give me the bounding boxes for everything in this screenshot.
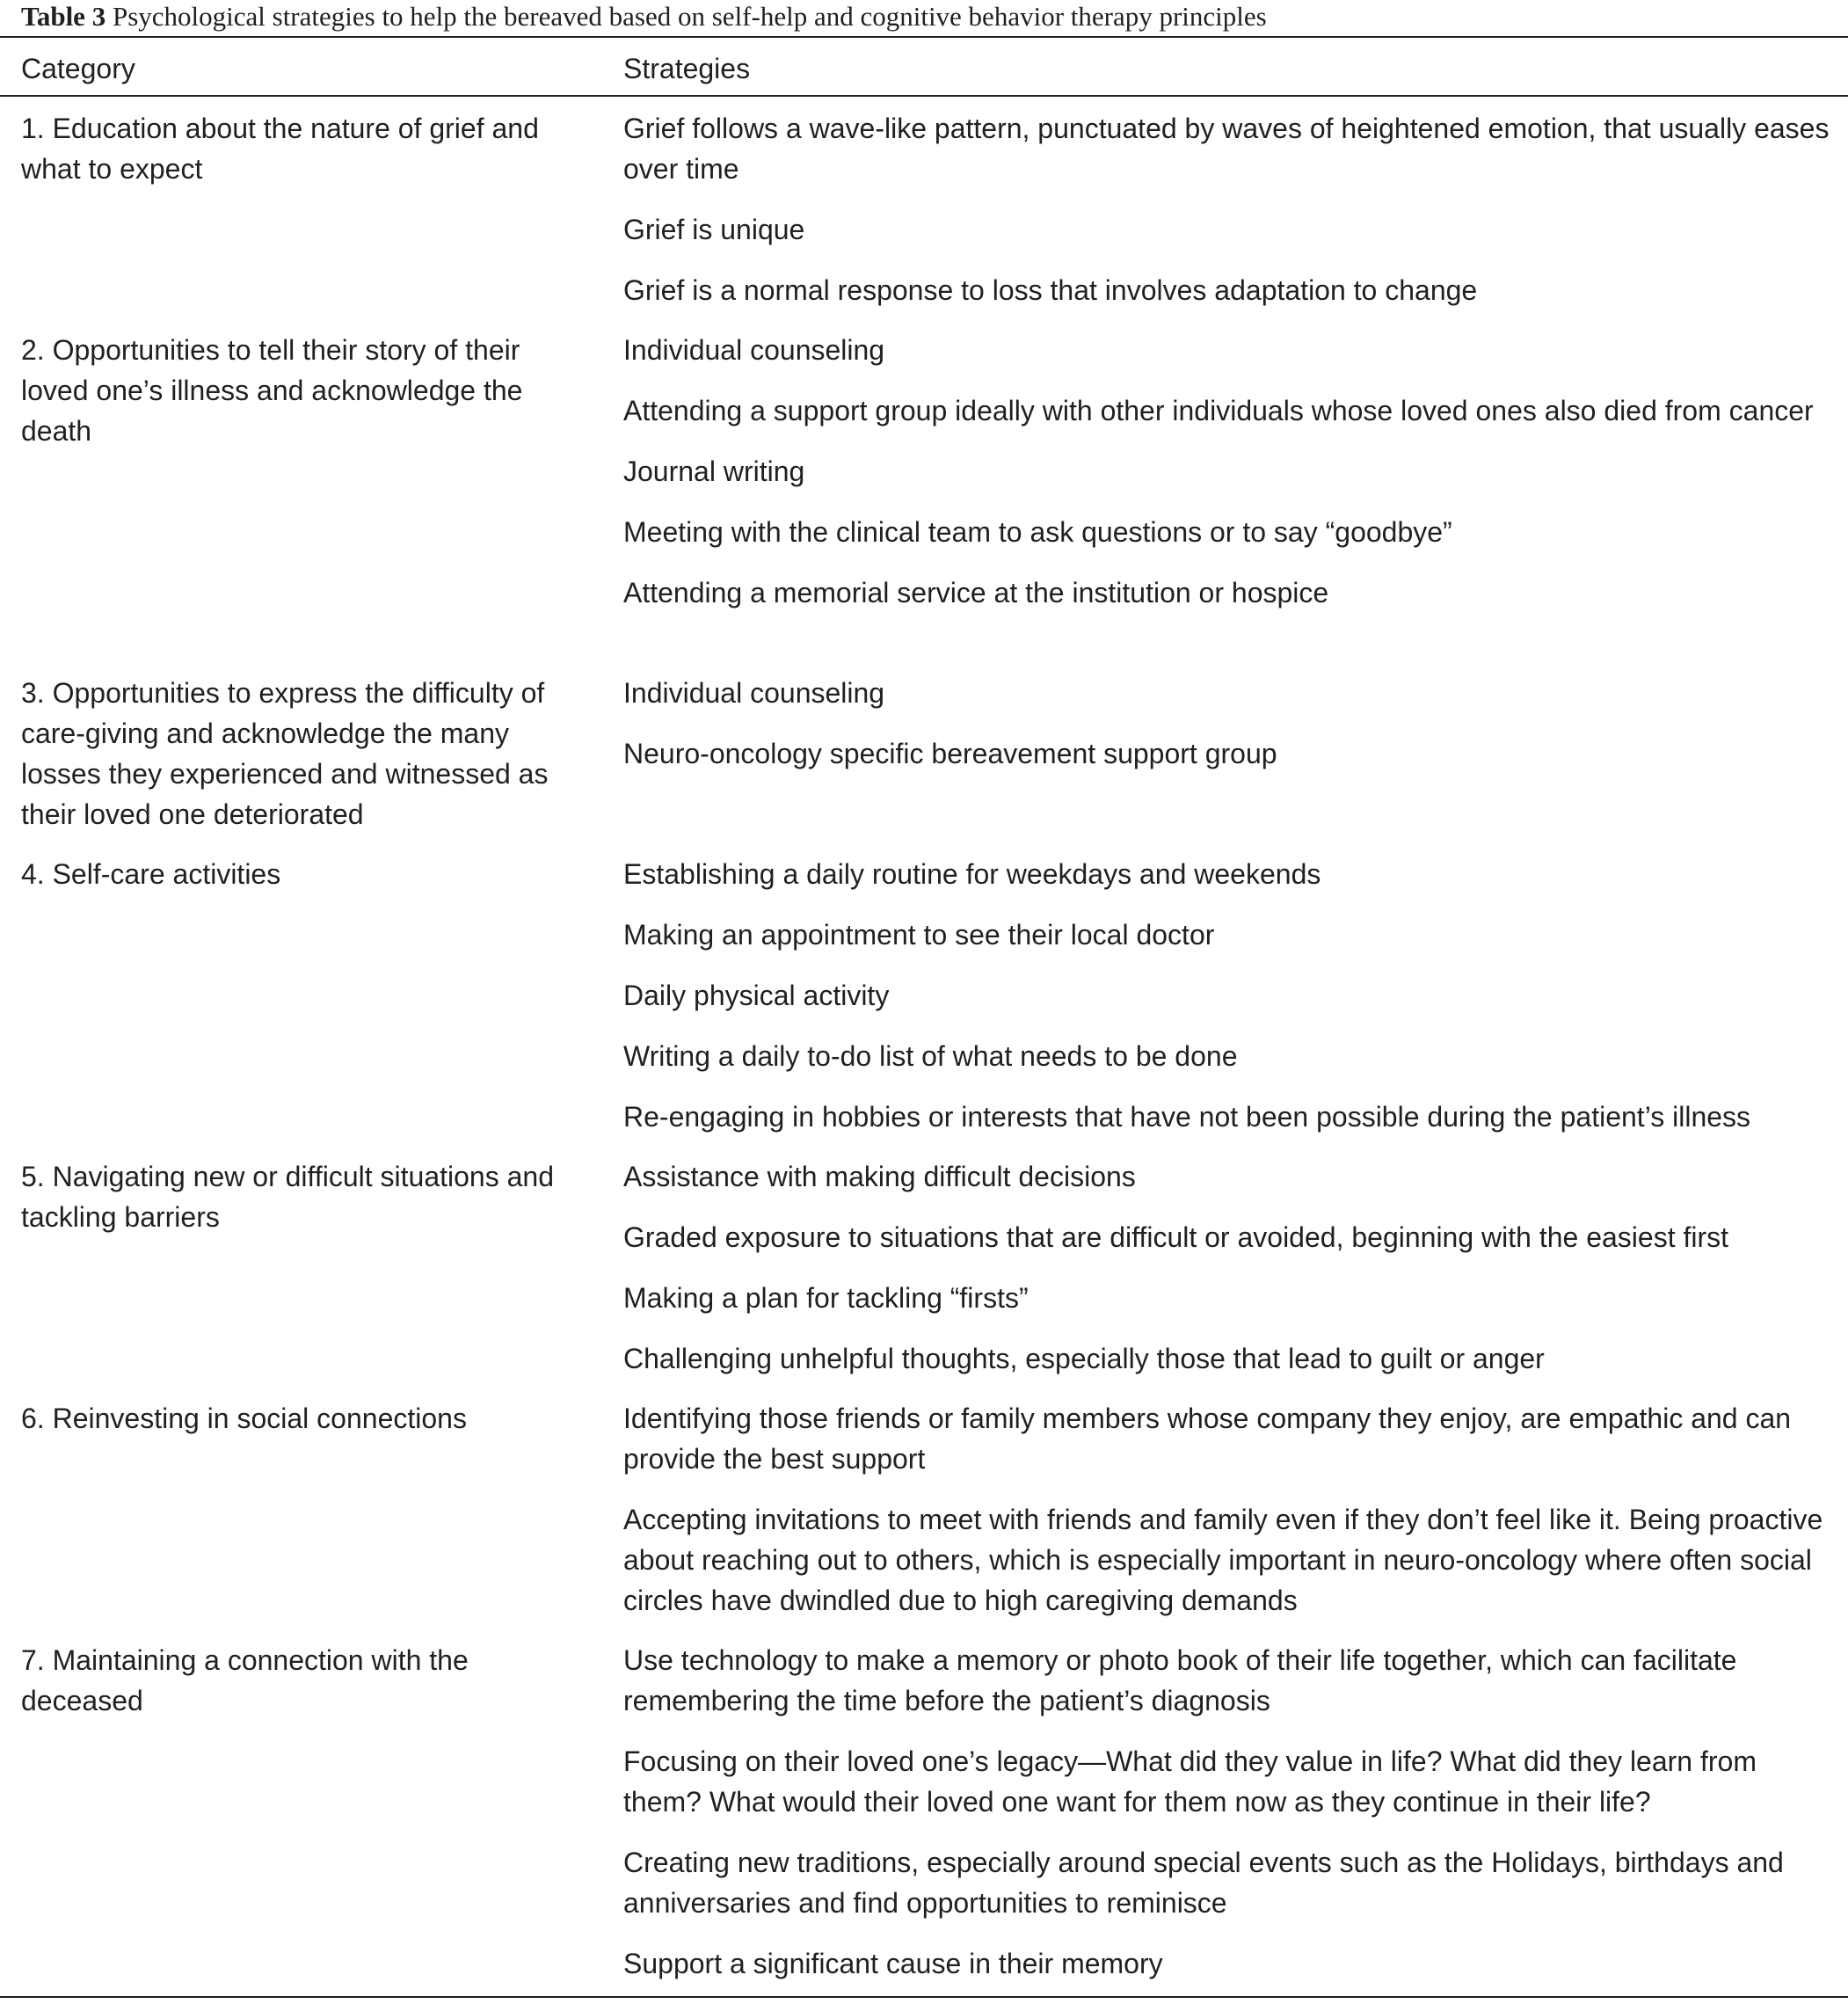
strategies-cell xyxy=(623,1640,1837,2004)
strategy-item: Creating new traditions, especially around special events such as the Holidays, birthdays and anniversaries and find opportunities to reminisce xyxy=(623,1847,1784,1919)
strategy-item: Meeting with the clinical team to ask questions or to say “goodbye” xyxy=(623,516,1452,548)
strategy-item: Use technology to make a memory or photo book of their life together, which can facilitate remembering the time before the patient’s diagnosis xyxy=(623,1644,1737,1716)
header-rule xyxy=(0,95,1848,97)
strategy-item: Daily physical activity xyxy=(623,980,890,1011)
category-cell: 4. Self-care activities xyxy=(21,858,281,890)
table-caption xyxy=(21,2,1832,32)
table-caption-label: Table 3 xyxy=(21,1,106,32)
category-cell: 7. Maintaining a connection with the deceased xyxy=(21,1644,469,1716)
category-cell: 6. Reinvesting in social connections xyxy=(21,1403,467,1434)
strategies-cell xyxy=(623,673,1837,794)
bottom-rule xyxy=(0,1996,1848,1998)
header-strategies: Strategies xyxy=(623,53,751,84)
header-category: Category xyxy=(21,53,135,84)
top-rule xyxy=(0,36,1848,38)
strategy-item: Attending a support group ideally with other individuals whose loved ones also died from cancer xyxy=(623,395,1814,426)
table-caption-text: Psychological strategies to help the bereaved based on self-help and cognitive behavior therapy principles xyxy=(112,1,1267,32)
strategy-item: Grief is unique xyxy=(623,214,805,245)
strategy-item: Grief is a normal response to loss that involves adaptation to change xyxy=(623,274,1478,306)
strategy-item: Writing a daily to-do list of what needs to be done xyxy=(623,1040,1238,1072)
category-cell: 3. Opportunities to express the difficulty of care-giving and acknowledge the many losses they experienced and witnessed as their loved one deteriorated xyxy=(21,677,549,830)
strategies-cell xyxy=(623,108,1837,331)
strategy-item: Challenging unhelpful thoughts, especially those that lead to guilt or anger xyxy=(623,1343,1545,1374)
strategy-item: Focusing on their loved one’s legacy—What did they value in life? What did they learn from them? What would their loved one want for them now as they continue in their life? xyxy=(623,1745,1757,1818)
strategy-item: Neuro-oncology specific bereavement support group xyxy=(623,738,1277,769)
strategies-cell xyxy=(623,330,1837,633)
strategies-cell xyxy=(623,1398,1837,1641)
strategy-item: Individual counseling xyxy=(623,334,885,366)
strategy-item: Making a plan for tackling “firsts” xyxy=(623,1282,1029,1314)
strategy-item: Graded exposure to situations that are difficult or avoided, beginning with the easiest first xyxy=(623,1221,1729,1253)
strategy-item: Journal writing xyxy=(623,455,805,487)
strategy-item: Establishing a daily routine for weekdays and weekends xyxy=(623,858,1321,890)
strategy-item: Assistance with making difficult decisions xyxy=(623,1161,1136,1192)
strategy-item: Individual counseling xyxy=(623,677,885,709)
strategy-item: Accepting invitations to meet with friends and family even if they don’t feel like it. Being proactive about reaching out to others, which is especially important in neuro-oncology where often social circles have dwindled due to high caregiving demands xyxy=(623,1504,1823,1616)
strategies-cell xyxy=(623,854,1837,1157)
strategies-cell xyxy=(623,1156,1837,1399)
strategy-item: Grief follows a wave-like pattern, punctuated by waves of heightened emotion, that usually eases over time xyxy=(623,113,1830,185)
strategy-item: Attending a memorial service at the institution or hospice xyxy=(623,577,1329,608)
category-cell: 5. Navigating new or difficult situations and tackling barriers xyxy=(21,1161,554,1233)
strategy-item: Making an appointment to see their local doctor xyxy=(623,919,1215,951)
strategy-item: Re-engaging in hobbies or interests that have not been possible during the patient’s illness xyxy=(623,1101,1751,1133)
category-cell: 1. Education about the nature of grief and what to expect xyxy=(21,113,539,185)
category-cell: 2. Opportunities to tell their story of their loved one’s illness and acknowledge the death xyxy=(21,334,523,447)
strategy-item: Identifying those friends or family members whose company they enjoy, are empathic and can provide the best support xyxy=(623,1403,1792,1475)
strategy-item: Support a significant cause in their memory xyxy=(623,1948,1163,1979)
